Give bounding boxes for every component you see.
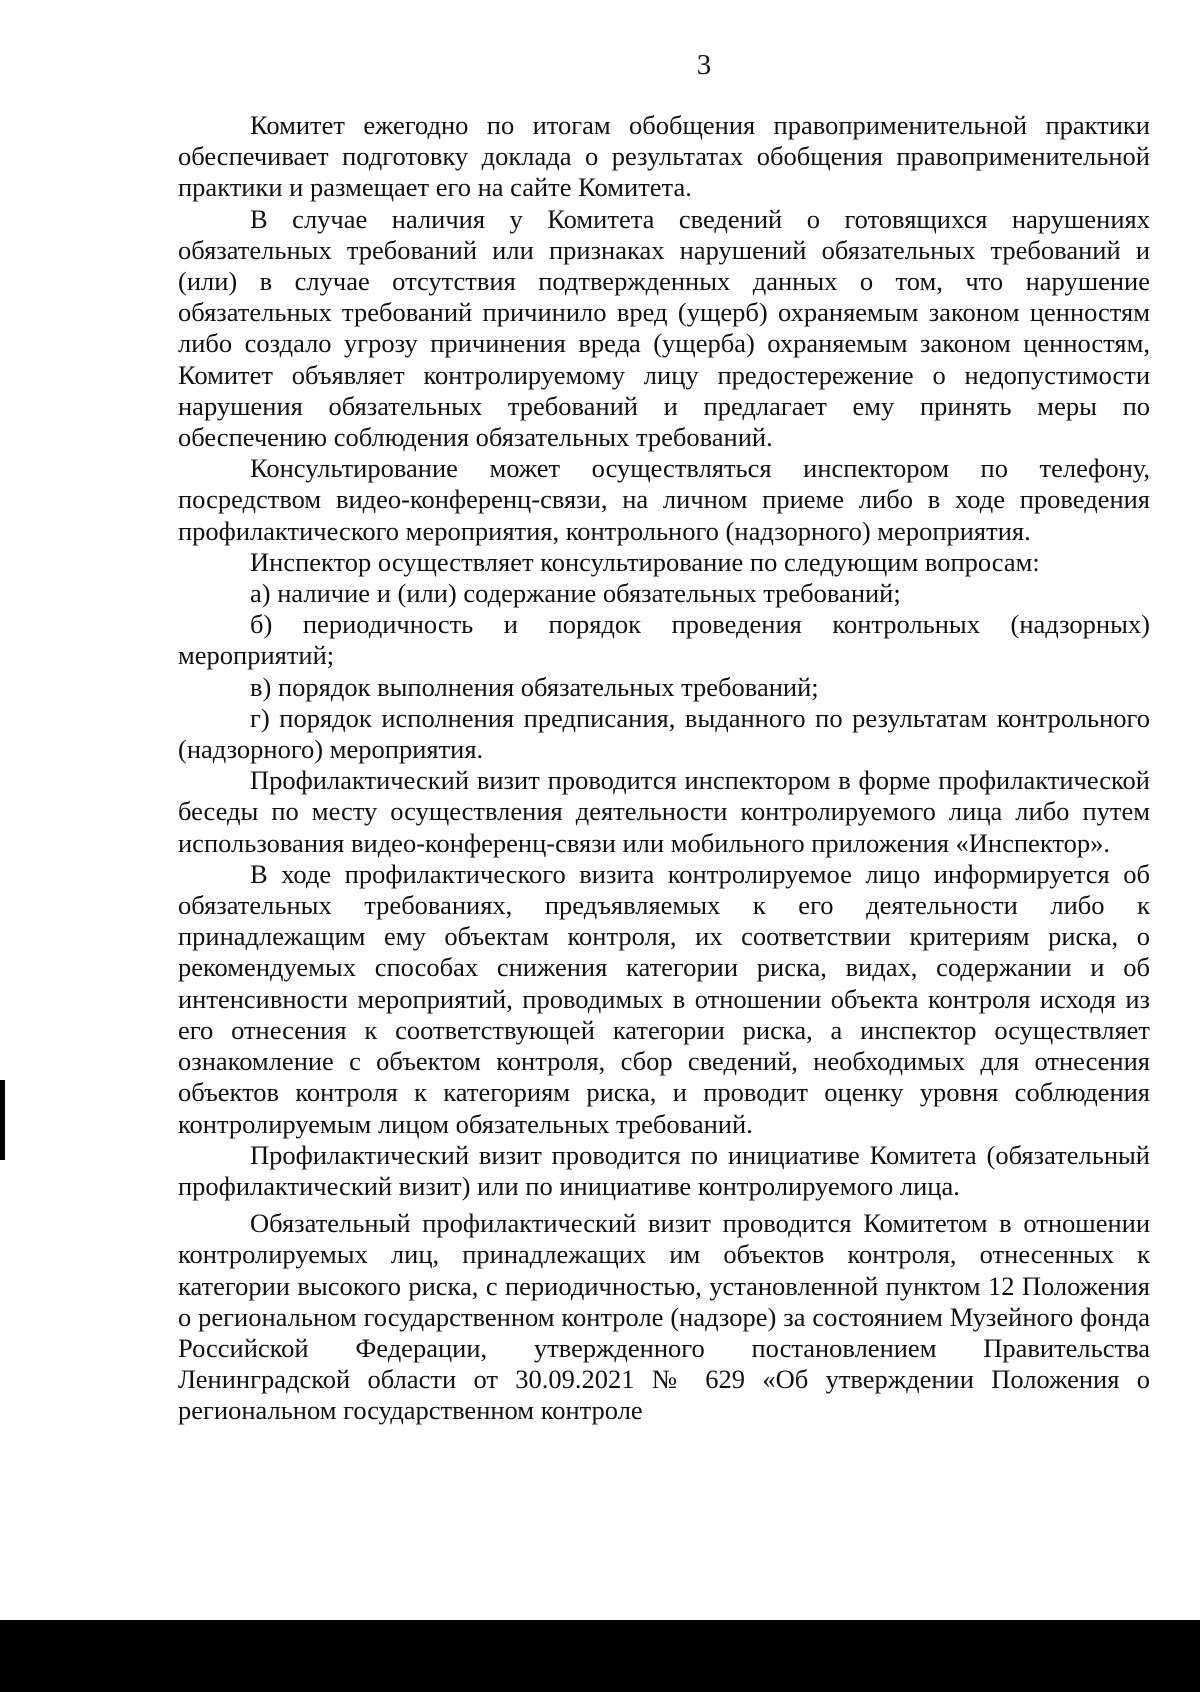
paragraph-consulting-channels: Консультирование может осуществляться инспектором по телефону, посредством видео-конференц-связи, на личном приеме либо в ходе проведения профилактического мероприятия, контрольного (надзорного) мероприятия. <box>178 453 1150 546</box>
page-number: 3 <box>696 49 712 81</box>
list-item-v: в) порядок выполнения обязательных требований; <box>250 671 819 702</box>
paragraph-preventive-visit-form: Профилактический визит проводится инспектором в форме профилактической беседы по месту осуществления деятельности контролируемого лица либо путем использования видео-конференц-связи или мобильного приложения «Инспектор». <box>178 765 1150 858</box>
list-item-b: б) периодичность и порядок проведения контрольных (надзорных) мероприятий; <box>178 609 1150 671</box>
scan-edge-mark <box>0 1080 5 1160</box>
document-body <box>178 110 1150 1427</box>
paragraph-consulting-topics: Инспектор осуществляет консультирование по следующим вопросам: <box>250 546 1040 577</box>
scan-bottom-border <box>0 1620 1200 1692</box>
paragraph-visit-initiative: Профилактический визит проводится по инициативе Комитета (обязательный профилактический визит) или по инициативе контролируемого лица. <box>178 1139 1150 1201</box>
list-item-a: а) наличие и (или) содержание обязательных требований; <box>250 578 901 609</box>
paragraph-report-publication: Комитет ежегодно по итогам обобщения правоприменительной практики обеспечивает подготовку доклада о результатах обобщения правоприменительной практики и размещает его на сайте Комитета. <box>178 110 1150 203</box>
paragraph-mandatory-visit: Обязательный профилактический визит проводится Комитетом в отношении контролируемых лиц, принадлежащих им объектов контроля, отнесенных к категории высокого риска, с периодичностью, установленной пунктом 12 Положения о региональном государственном контроле (надзоре) за состоянием Музейного фонда Российской Федерации, утвержденного постановлением Правительства Ленинградской области от 30.09.2021 № 629 «Об утверждении Положения о региональном государственном контроле <box>178 1208 1150 1426</box>
paragraph-warning: В случае наличия у Комитета сведений о готовящихся нарушениях обязательных требований или признаках нарушений обязательных требований и (или) в случае отсутствия подтвержденных данных о том, что нарушение обязательных требований причинило вред (ущерб) охраняемым законом ценностям либо создало угрозу причинения вреда (ущерба) охраняемым законом ценностям, Комитет объявляет контролируемому лицу предостережение о недопустимости нарушения обязательных требований и предлагает ему принять меры по обеспечению соблюдения обязательных требований. <box>178 203 1150 453</box>
paragraph-preventive-visit-content: В ходе профилактического визита контролируемое лицо информируется об обязательных требованиях, предъявляемых к его деятельности либо к принадлежащим ему объектам контроля, их соответствии критериям риска, о рекомендуемых способах снижения категории риска, видах, содержании и об интенсивности мероприятий, проводимых в отношении объекта контроля исходя из его отнесения к соответствующей категории риска, а инспектор осуществляет ознакомление с объектом контроля, сбор сведений, необходимых для отнесения объектов контроля к категориям риска, и проводит оценку уровня соблюдения контролируемым лицом обязательных требований. <box>178 858 1150 1139</box>
list-item-g: г) порядок исполнения предписания, выданного по результатам контрольного (надзорного) мероприятия. <box>178 702 1150 765</box>
